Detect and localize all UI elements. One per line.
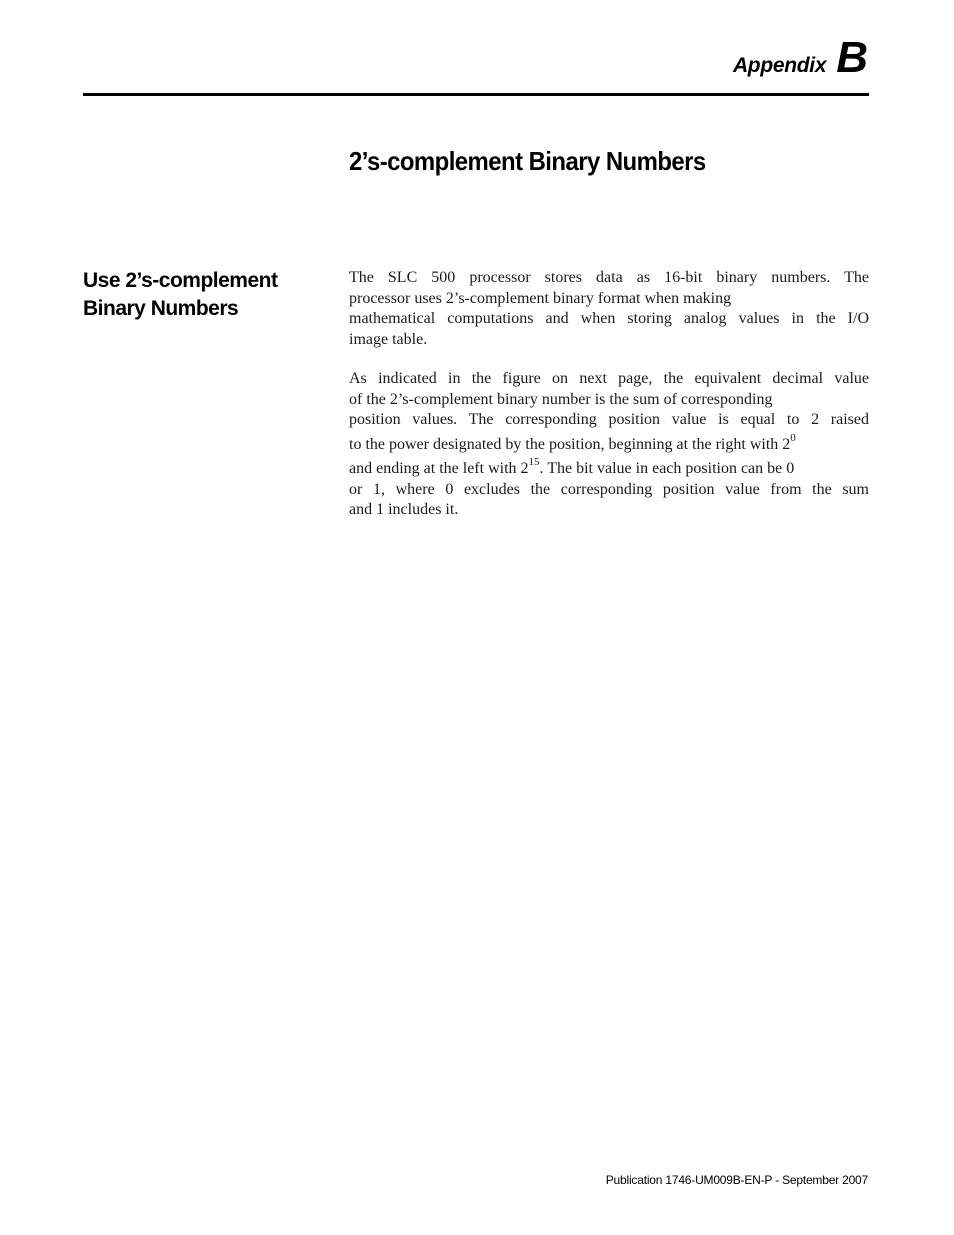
exponent-zero: 0	[790, 431, 796, 444]
paragraph-2-line: or 1, where 0 excludes the corresponding position value from the sum	[349, 480, 869, 498]
line-text: to the power designated by the position, beginning at the right with 2	[349, 435, 791, 453]
chapter-title: 2’s-complement Binary Numbers	[349, 146, 706, 176]
appendix-letter: B	[836, 33, 868, 82]
paragraph-2-line	[349, 456, 869, 480]
line-text: . The bit value in each position can be 0	[539, 460, 795, 477]
section-body	[349, 268, 869, 540]
publication-footer: Publication 1746-UM009B-EN-P - September 2007	[605, 1173, 868, 1187]
paragraph-1-line: processor uses 2’s-complement binary format when making	[349, 289, 732, 307]
exponent-fifteen: 15	[528, 456, 540, 468]
paragraph-2-line: position values. The corresponding position value is equal to 2 raised	[349, 411, 869, 428]
paragraph-1-line: image table.	[349, 330, 428, 348]
header-rule	[83, 93, 869, 96]
appendix-label	[732, 33, 868, 82]
paragraph-2-line: As indicated in the figure on next page, the equivalent decimal value	[349, 370, 869, 387]
paragraph-2-line: and 1 includes it.	[349, 501, 459, 518]
section-heading: Use 2’s-complement Binary Numbers	[83, 269, 278, 320]
appendix-word: Appendix	[732, 54, 827, 77]
paragraph-1-line: mathematical computations and when storing analog values in the I/O	[349, 310, 869, 327]
paragraph-2-line: of the 2’s-complement binary number is the sum of corresponding	[349, 390, 773, 408]
paragraph-1-line: The SLC 500 processor stores data as 16-bit binary numbers. The	[349, 269, 869, 286]
paragraph-1	[349, 268, 869, 350]
line-text: and ending at the left with 2	[349, 460, 529, 477]
paragraph-2-line	[349, 431, 869, 456]
paragraph-2	[349, 369, 869, 521]
